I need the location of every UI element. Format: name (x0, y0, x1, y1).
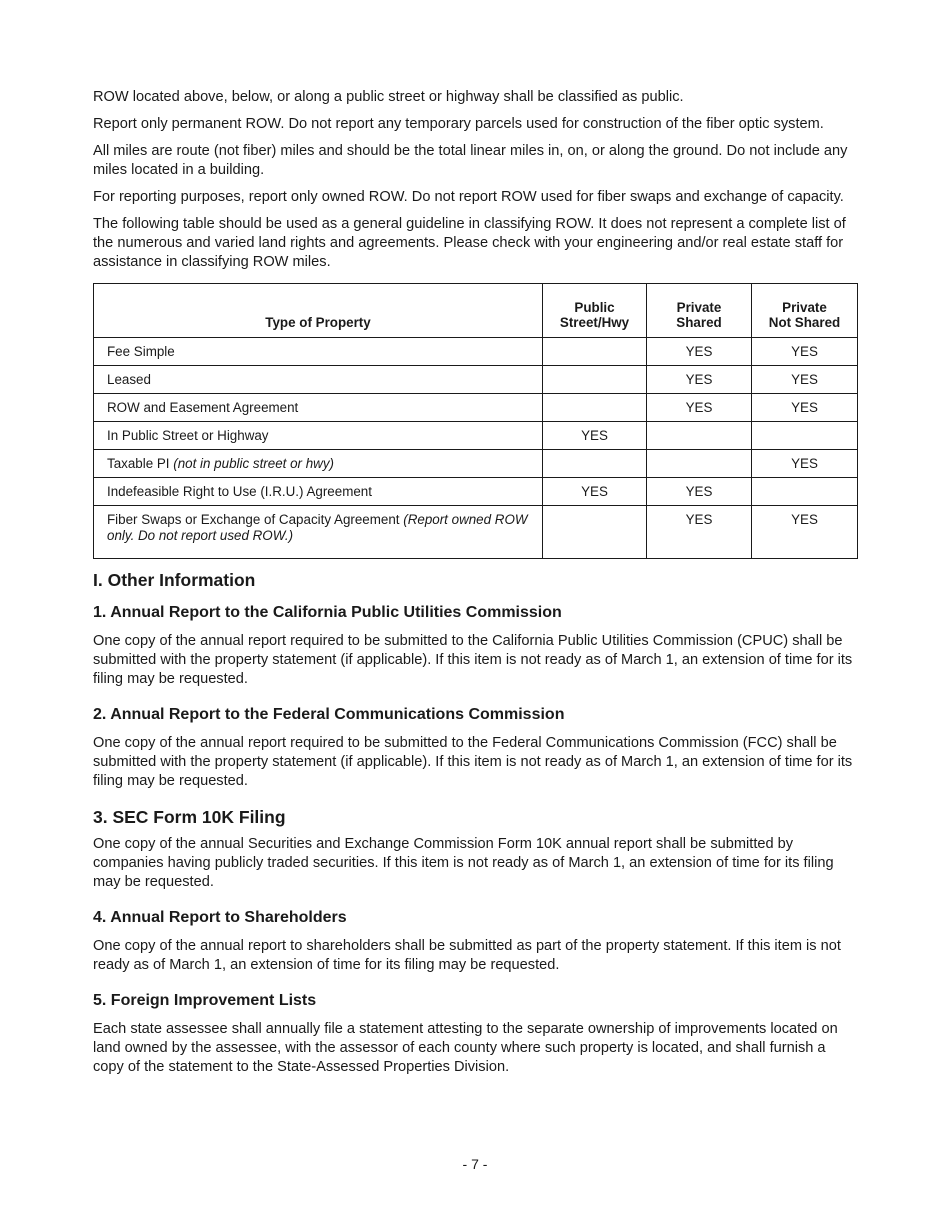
cell-private-shared: YES (647, 506, 752, 559)
cell-private-shared: YES (647, 478, 752, 506)
cell-public: YES (543, 422, 647, 450)
cell-type: Leased (94, 366, 543, 394)
cell-private-shared: YES (647, 338, 752, 366)
header-private-shared: Private Shared (647, 284, 752, 338)
section-title-other-information: I. Other Information (93, 570, 256, 590)
cell-private-not-shared: YES (752, 450, 858, 478)
document-page (93, 88, 857, 1085)
cell-private-not-shared: YES (752, 338, 858, 366)
cell-public (543, 366, 647, 394)
table-header-row (94, 284, 858, 338)
subsection-body-foreign-improvement: Each state assessee shall annually file a statement attesting to the separate ownership of improvements located on land owned by the assessee, with the assessor of each county where such property is located, and shall furnish a copy of the statement to the State-Assessed Properties Division. (93, 1021, 838, 1075)
cell-public (543, 506, 647, 559)
cell-type: Indefeasible Right to Use (I.R.U.) Agreement (94, 478, 543, 506)
table-row (94, 450, 858, 478)
cell-type: Fee Simple (94, 338, 543, 366)
cell-type: Taxable PI (not in public street or hwy) (94, 450, 543, 478)
table-row (94, 478, 858, 506)
header-private-not-shared: Private Not Shared (752, 284, 858, 338)
cell-private-shared: YES (647, 366, 752, 394)
cell-private-not-shared (752, 478, 858, 506)
cell-public (543, 394, 647, 422)
cell-private-shared (647, 422, 752, 450)
cell-private-not-shared (752, 422, 858, 450)
intro-paragraph-4: For reporting purposes, report only owned ROW. Do not report ROW used for fiber swaps and exchange of capacity. (93, 189, 844, 205)
cell-type: Fiber Swaps or Exchange of Capacity Agreement (Report owned ROW only. Do not report used ROW.) (94, 506, 543, 559)
header-type-of-property: Type of Property (94, 284, 543, 338)
subsection-body-shareholders: One copy of the annual report to shareholders shall be submitted as part of the property statement. If this item is not ready as of March 1, an extension of time for its filing may be requested. (93, 938, 841, 973)
table-row (94, 506, 858, 559)
cell-private-not-shared: YES (752, 394, 858, 422)
intro-paragraph-2: Report only permanent ROW. Do not report any temporary parcels used for construction of the fiber optic system. (93, 116, 824, 132)
cell-type: In Public Street or Highway (94, 422, 543, 450)
cell-private-not-shared: YES (752, 506, 858, 559)
subsection-title-foreign-improvement: 5. Foreign Improvement Lists (93, 992, 317, 1009)
cell-public: YES (543, 478, 647, 506)
table-row (94, 366, 858, 394)
intro-paragraph-1: ROW located above, below, or along a public street or highway shall be classified as public. (93, 89, 684, 105)
cell-private-shared: YES (647, 394, 752, 422)
header-public-street-hwy: Public Street/Hwy (543, 284, 647, 338)
subsection-title-cpuc: 1. Annual Report to the California Public Utilities Commission (93, 604, 562, 621)
subsection-title-fcc: 2. Annual Report to the Federal Communications Commission (93, 706, 565, 723)
cell-private-not-shared: YES (752, 366, 858, 394)
table-row (94, 338, 858, 366)
row-classification-table (93, 283, 858, 559)
subsection-title-sec-10k: 3. SEC Form 10K Filing (93, 807, 286, 827)
cell-public (543, 450, 647, 478)
cell-private-shared (647, 450, 752, 478)
subsection-body-cpuc: One copy of the annual report required to be submitted to the California Public Utilities Commission (CPUC) shall be submitted with the property statement (if applicable). If this item is not ready as of March 1, an extension of time for its filing may be requested. (93, 633, 853, 687)
table-row (94, 422, 858, 450)
cell-type: ROW and Easement Agreement (94, 394, 543, 422)
subsection-title-shareholders: 4. Annual Report to Shareholders (93, 909, 347, 926)
table-row (94, 394, 858, 422)
subsection-body-fcc: One copy of the annual report required to be submitted to the Federal Communications Commission (FCC) shall be submitted with the property statement (if applicable). If this item is not ready as of March 1, an extension of time for its filing may be requested. (93, 735, 853, 789)
subsection-body-sec-10k: One copy of the annual Securities and Exchange Commission Form 10K annual report shall be submitted by companies having publicly traded securities. If this item is not ready as of March 1, an extension of time for its filing may be requested. (93, 836, 834, 890)
page-number: - 7 - (462, 1156, 488, 1172)
cell-public (543, 338, 647, 366)
intro-paragraph-3: All miles are route (not fiber) miles and should be the total linear miles in, on, or along the ground. Do not include any miles located in a building. (93, 143, 848, 178)
intro-paragraph-5: The following table should be used as a general guideline in classifying ROW. It does not represent a complete list of the numerous and varied land rights and agreements. Please check with your engineering and/or real estate staff for assistance in classifying ROW miles. (93, 216, 846, 270)
